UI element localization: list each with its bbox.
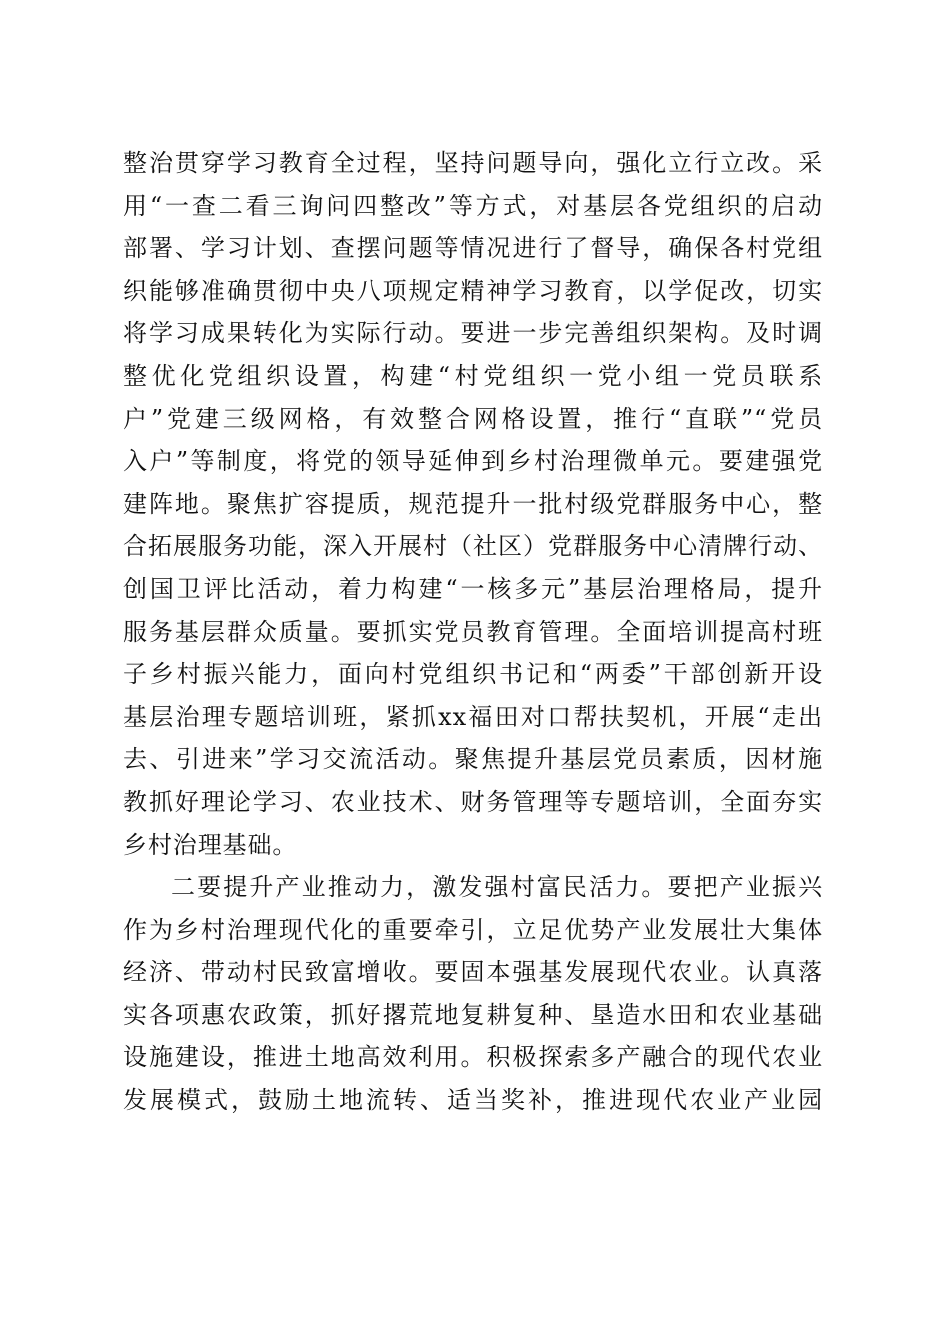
text-line: 建阵地。聚焦扩容提质，规范提升一批村级党群服务中心，整 bbox=[123, 489, 823, 518]
text-line: 织能够准确贯彻中央八项规定精神学习教育，以学促改，切实 bbox=[123, 276, 823, 305]
text-line: 创国卫评比活动，着力构建“一核多元”基层治理格局，提升 bbox=[123, 574, 823, 603]
paragraph-1 bbox=[123, 142, 823, 866]
text-line: 实各项惠农政策，抓好撂荒地复耕复种、垦造水田和农业基础 bbox=[123, 1000, 823, 1029]
text-line: 乡村治理基础。 bbox=[123, 830, 298, 859]
text-line: 二要提升产业推动力，激发强村富民活力。要把产业振兴 bbox=[171, 873, 823, 902]
text-line: 用“一查二看三询问四整改”等方式，对基层各党组织的启动 bbox=[123, 191, 823, 220]
text-line: 子乡村振兴能力，面向村党组织书记和“两委”干部创新开设 bbox=[123, 660, 823, 689]
text-line: 整优化党组织设置，构建“村党组织一党小组一党员联系 bbox=[123, 361, 823, 390]
text-line: 户”党建三级网格，有效整合网格设置，推行“直联”“党员 bbox=[123, 404, 823, 433]
text-line: 发展模式，鼓励土地流转、适当奖补，推进现代农业产业园 bbox=[123, 1086, 823, 1115]
text-line: 服务基层群众质量。要抓实党员教育管理。全面培训提高村班 bbox=[123, 617, 823, 646]
text-line: 去、引进来”学习交流活动。聚焦提升基层党员素质，因材施 bbox=[123, 745, 823, 774]
text-line: 部署、学习计划、查摆问题等情况进行了督导，确保各村党组 bbox=[123, 234, 823, 263]
document-body bbox=[123, 142, 823, 1122]
text-line: 教抓好理论学习、农业技术、财务管理等专题培训，全面夯实 bbox=[123, 787, 823, 816]
text-line: 设施建设，推进土地高效利用。积极探索多产融合的现代农业 bbox=[123, 1043, 823, 1072]
text-line: 基层治理专题培训班，紧抓xx福田对口帮扶契机，开展“走出 bbox=[123, 702, 823, 731]
paragraph-2 bbox=[123, 866, 823, 1122]
text-line: 将学习成果转化为实际行动。要进一步完善组织架构。及时调 bbox=[123, 319, 823, 348]
text-line: 作为乡村治理现代化的重要牵引，立足优势产业发展壮大集体 bbox=[123, 915, 823, 944]
text-line: 经济、带动村民致富增收。要固本强基发展现代农业。认真落 bbox=[123, 958, 823, 987]
text-line: 合拓展服务功能，深入开展村（社区）党群服务中心清牌行动、 bbox=[123, 532, 823, 561]
text-line: 入户”等制度，将党的领导延伸到乡村治理微单元。要建强党 bbox=[123, 447, 823, 476]
text-line: 整治贯穿学习教育全过程，坚持问题导向，强化立行立改。采 bbox=[123, 149, 823, 177]
